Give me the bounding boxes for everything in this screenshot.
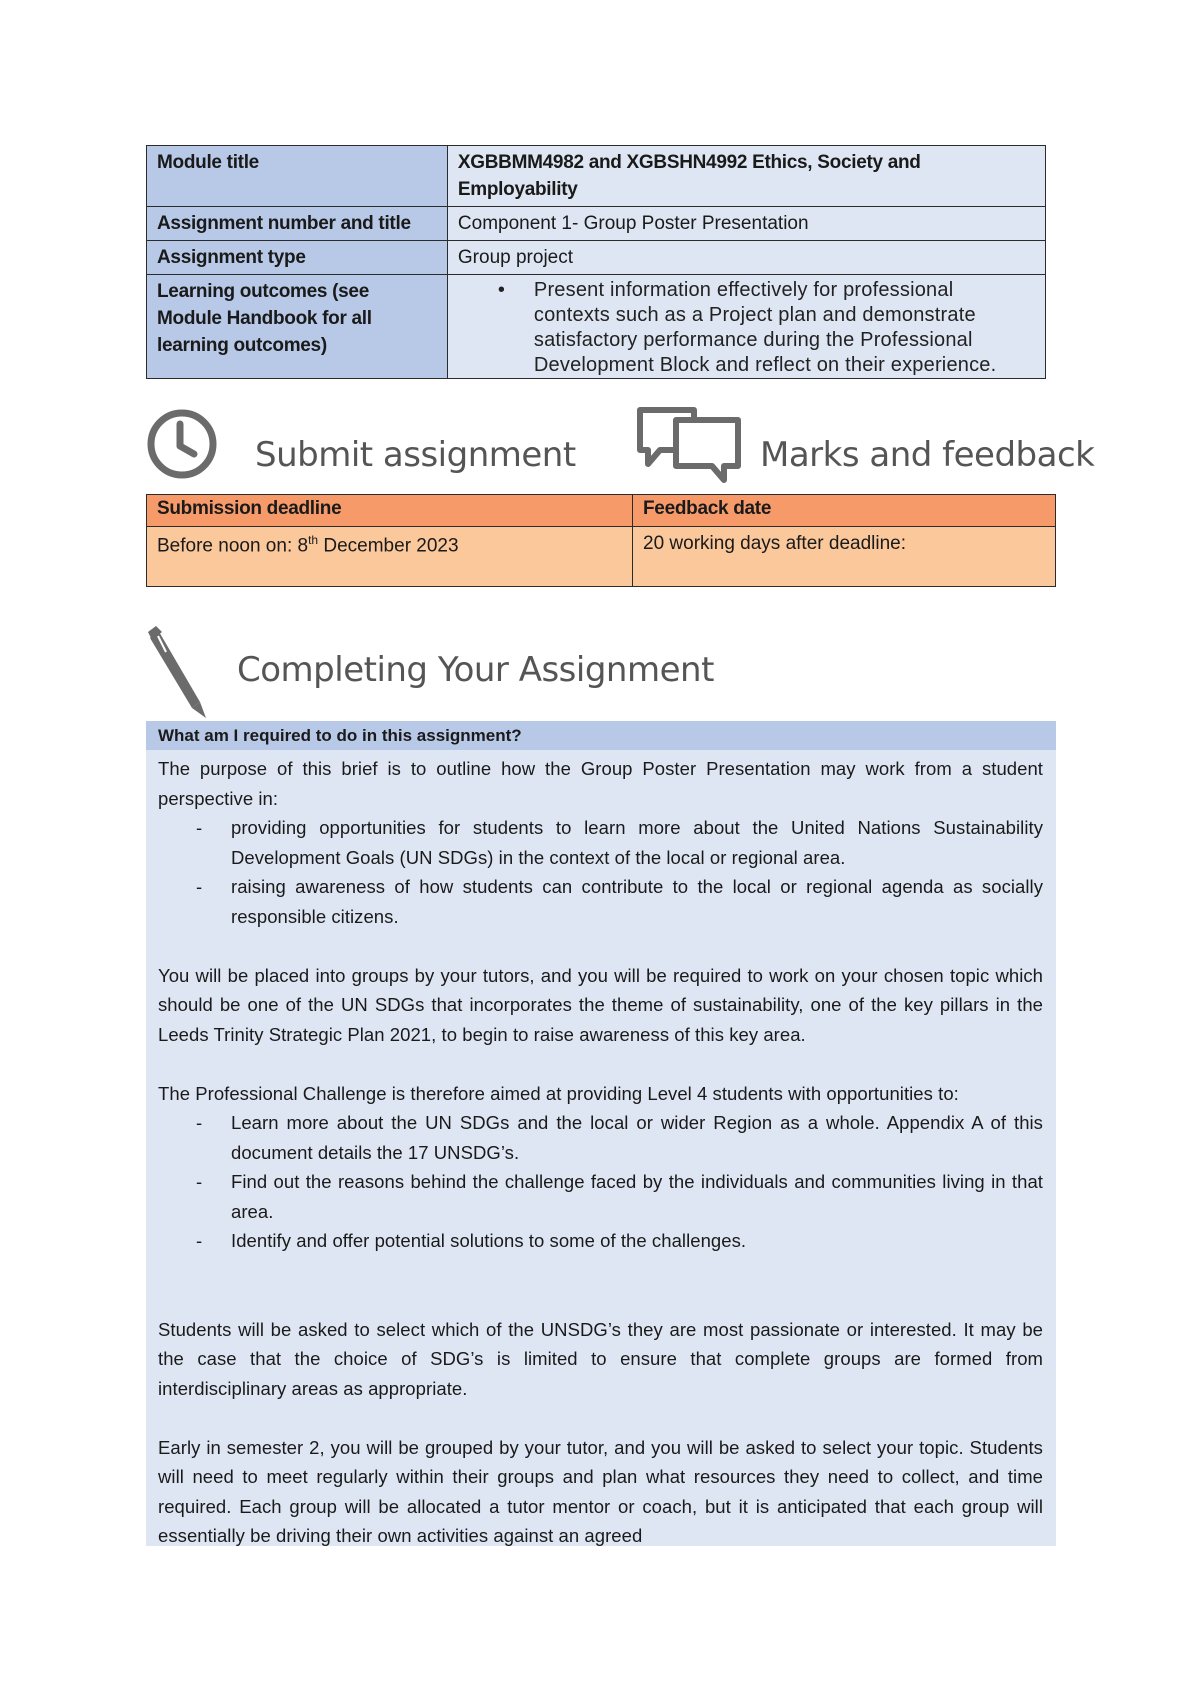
list-item-text: raising awareness of how students can contribute to the local or regional agenda as socially responsible citizens. <box>231 876 1043 927</box>
learning-outcomes-value <box>447 275 1045 379</box>
pen-icon <box>144 626 210 720</box>
dash-marker: - <box>196 817 203 838</box>
dash-marker: - <box>196 876 203 897</box>
dash-marker: - <box>196 1230 203 1251</box>
deadline-table <box>146 494 1056 587</box>
purpose-list <box>158 813 1043 931</box>
learning-outcome-text: Present information effectively for professional contexts such as a Project plan and demonstrate satisfactory performance during the Professional Development Block and reflect on their experience. <box>533 279 997 376</box>
table-row <box>147 495 1056 527</box>
learning-outcomes-label: Learning outcomes (see Module Handbook for all learning outcomes) <box>147 275 448 379</box>
bullet-marker: • <box>497 279 506 301</box>
list-item-text: Learn more about the UN SDGs and the local or wider Region as a whole. Appendix A of this document details the 17 UNSDG’s. <box>231 1112 1043 1163</box>
learning-outcomes-list <box>458 278 1035 378</box>
feedback-date-value: 20 working days after deadline: <box>633 527 1056 587</box>
assignment-title-label: Assignment number and title <box>147 207 448 241</box>
clock-icon <box>146 408 218 480</box>
deadline-prefix: Before noon on: 8 <box>157 535 309 557</box>
dash-marker: - <box>196 1171 203 1192</box>
table-row <box>147 207 1046 241</box>
paragraph: You will be placed into groups by your tutors, and you will be required to work on your chosen topic which should be one of the UN SDGs that incorporates the theme of sustainability, one of the key pillars in the Leeds Trinity Strategic Plan 2021, to begin to raise awareness of this key area. <box>158 964 1043 1045</box>
dash-marker: - <box>196 1112 203 1133</box>
chat-bubbles-icon <box>636 406 744 486</box>
table-row <box>147 275 1046 379</box>
list-item <box>158 1167 1043 1226</box>
list-item-text: Find out the reasons behind the challenge faced by the individuals and communities living in that area. <box>231 1171 1043 1222</box>
list-item <box>158 1226 1043 1256</box>
module-info-table <box>146 145 1046 379</box>
paragraph: The purpose of this brief is to outline how the Group Poster Presentation may work from a student perspective in: <box>158 758 1043 809</box>
table-row <box>147 241 1046 275</box>
assignment-title-value: Component 1- Group Poster Presentation <box>447 207 1045 241</box>
assignment-type-value: Group project <box>447 241 1045 275</box>
deadline-ordinal: th <box>308 533 319 547</box>
table-row <box>147 146 1046 207</box>
submission-deadline-value <box>147 527 633 587</box>
assignment-description <box>146 750 1056 1546</box>
list-item-text: Identify and offer potential solutions to some of the challenges. <box>231 1230 747 1251</box>
completing-assignment-heading: Completing Your Assignment <box>237 650 714 690</box>
list-item <box>158 813 1043 872</box>
paragraph: The Professional Challenge is therefore aimed at providing Level 4 students with opportunities to: <box>158 1082 959 1104</box>
deadline-suffix: December 2023 <box>318 535 459 557</box>
submit-assignment-heading: Submit assignment <box>255 435 576 475</box>
question-bar: What am I required to do in this assignment? <box>146 721 1056 750</box>
list-item <box>158 1108 1043 1167</box>
assignment-type-label: Assignment type <box>147 241 448 275</box>
feedback-date-label: Feedback date <box>633 495 1056 527</box>
submission-deadline-label: Submission deadline <box>147 495 633 527</box>
list-item-text: providing opportunities for students to learn more about the United Nations Sustainability Development Goals (UN SDGs) in the context of the local or regional area. <box>231 817 1043 868</box>
marks-feedback-heading: Marks and feedback <box>760 435 1095 475</box>
paragraph: Students will be asked to select which of the UNSDG’s they are most passionate or interested. It may be the case that the choice of SDG’s is limited to ensure that complete groups are formed from interdisciplinary areas as appropriate. <box>158 1318 1043 1399</box>
paragraph: Early in semester 2, you will be grouped by your tutor, and you will be asked to select your topic. Students will need to meet regularly within their groups and plan what resources they need to collect, and time required. Each group will be allocated a tutor mentor or coach, but it is anticipated that each group will essentially be driving their own activities against an agreed <box>158 1436 1043 1546</box>
table-row <box>147 527 1056 587</box>
list-item <box>497 278 1035 378</box>
challenge-list <box>158 1108 1043 1256</box>
module-title-value: XGBBMM4982 and XGBSHN4992 Ethics, Society and Employability <box>447 146 1045 207</box>
module-title-label: Module title <box>147 146 448 207</box>
list-item <box>158 872 1043 931</box>
